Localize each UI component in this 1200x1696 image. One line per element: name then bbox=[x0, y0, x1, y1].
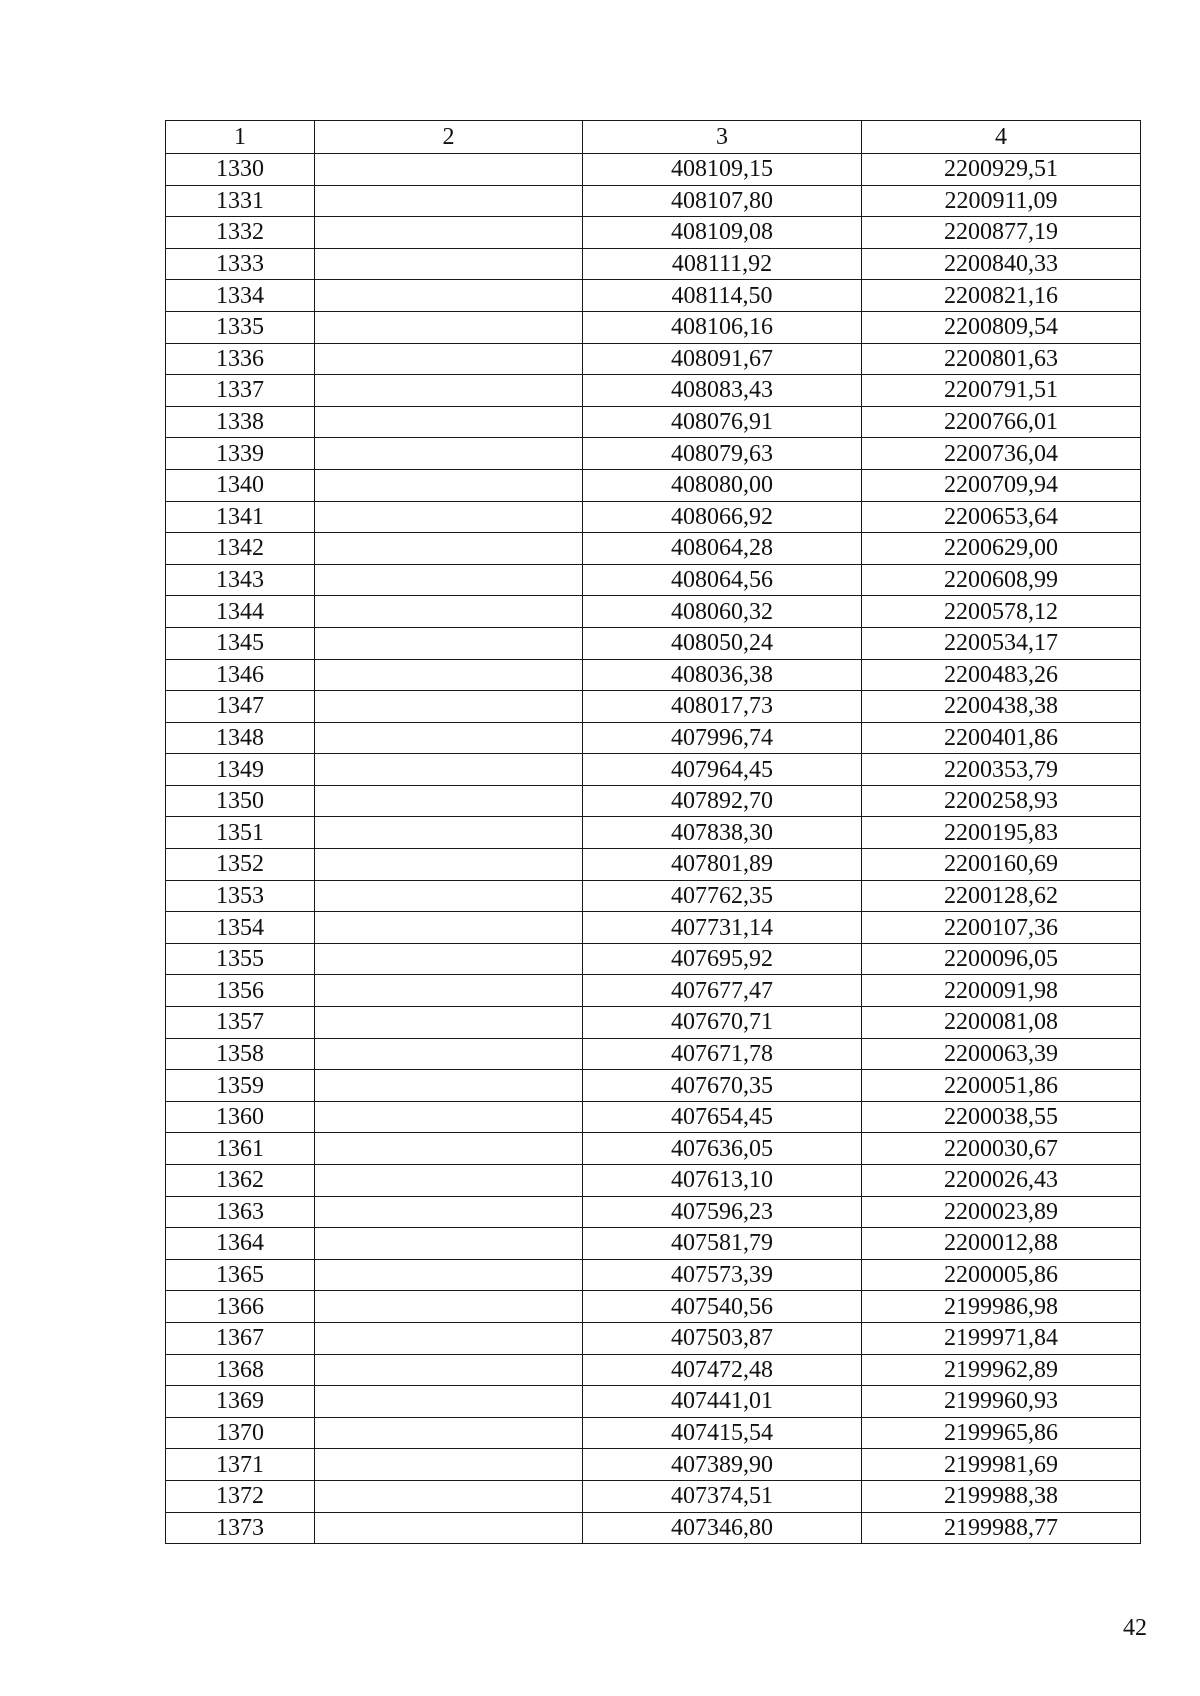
coordinate-y-cell: 2200653,64 bbox=[862, 501, 1141, 533]
coordinate-y-cell: 2200438,38 bbox=[862, 691, 1141, 723]
coordinate-x-cell: 407636,05 bbox=[583, 1133, 862, 1165]
table-row bbox=[166, 1070, 1141, 1102]
point-number-cell: 1343 bbox=[166, 564, 315, 596]
table-row bbox=[166, 1165, 1141, 1197]
point-number-cell: 1367 bbox=[166, 1322, 315, 1354]
table-row bbox=[166, 1259, 1141, 1291]
point-number-cell: 1337 bbox=[166, 375, 315, 407]
point-number-cell: 1369 bbox=[166, 1386, 315, 1418]
point-number-cell: 1355 bbox=[166, 943, 315, 975]
coordinate-y-cell: 2200791,51 bbox=[862, 375, 1141, 407]
coordinate-x-cell: 408083,43 bbox=[583, 375, 862, 407]
empty-cell bbox=[315, 311, 583, 343]
empty-cell bbox=[315, 501, 583, 533]
coordinate-x-cell: 407573,39 bbox=[583, 1259, 862, 1291]
empty-cell bbox=[315, 849, 583, 881]
coordinate-x-cell: 407996,74 bbox=[583, 722, 862, 754]
coordinate-y-cell: 2200821,16 bbox=[862, 280, 1141, 312]
coordinate-y-cell: 2200809,54 bbox=[862, 311, 1141, 343]
table-row bbox=[166, 975, 1141, 1007]
point-number-cell: 1342 bbox=[166, 533, 315, 565]
point-number-cell: 1346 bbox=[166, 659, 315, 691]
empty-cell bbox=[315, 1101, 583, 1133]
point-number-cell: 1364 bbox=[166, 1228, 315, 1260]
empty-cell bbox=[315, 817, 583, 849]
table-row bbox=[166, 375, 1141, 407]
coordinate-x-cell: 408017,73 bbox=[583, 691, 862, 723]
point-number-cell: 1349 bbox=[166, 754, 315, 786]
coordinate-y-cell: 2200929,51 bbox=[862, 154, 1141, 186]
coordinate-x-cell: 408066,92 bbox=[583, 501, 862, 533]
point-number-cell: 1344 bbox=[166, 596, 315, 628]
column-header-1: 1 bbox=[166, 121, 315, 154]
point-number-cell: 1347 bbox=[166, 691, 315, 723]
table-row bbox=[166, 1354, 1141, 1386]
point-number-cell: 1339 bbox=[166, 438, 315, 470]
table-row bbox=[166, 596, 1141, 628]
table-row bbox=[166, 1386, 1141, 1418]
column-header-3: 3 bbox=[583, 121, 862, 154]
table-row bbox=[166, 406, 1141, 438]
coordinate-y-cell: 2200608,99 bbox=[862, 564, 1141, 596]
coordinate-x-cell: 407677,47 bbox=[583, 975, 862, 1007]
empty-cell bbox=[315, 880, 583, 912]
empty-cell bbox=[315, 280, 583, 312]
table-row bbox=[166, 1417, 1141, 1449]
coordinate-x-cell: 407613,10 bbox=[583, 1165, 862, 1197]
coordinate-y-cell: 2200038,55 bbox=[862, 1101, 1141, 1133]
empty-cell bbox=[315, 248, 583, 280]
table-row bbox=[166, 1007, 1141, 1039]
table-row bbox=[166, 849, 1141, 881]
empty-cell bbox=[315, 659, 583, 691]
point-number-cell: 1333 bbox=[166, 248, 315, 280]
point-number-cell: 1368 bbox=[166, 1354, 315, 1386]
table-row bbox=[166, 880, 1141, 912]
point-number-cell: 1338 bbox=[166, 406, 315, 438]
coordinate-x-cell: 408076,91 bbox=[583, 406, 862, 438]
empty-cell bbox=[315, 564, 583, 596]
table-body bbox=[166, 154, 1141, 1544]
point-number-cell: 1334 bbox=[166, 280, 315, 312]
coordinate-x-cell: 407892,70 bbox=[583, 785, 862, 817]
empty-cell bbox=[315, 154, 583, 186]
empty-cell bbox=[315, 785, 583, 817]
coordinate-y-cell: 2200709,94 bbox=[862, 469, 1141, 501]
empty-cell bbox=[315, 1354, 583, 1386]
empty-cell bbox=[315, 943, 583, 975]
table-row bbox=[166, 912, 1141, 944]
table-row bbox=[166, 469, 1141, 501]
coordinate-y-cell: 2199971,84 bbox=[862, 1322, 1141, 1354]
coordinate-y-cell: 2200030,67 bbox=[862, 1133, 1141, 1165]
point-number-cell: 1335 bbox=[166, 311, 315, 343]
point-number-cell: 1357 bbox=[166, 1007, 315, 1039]
table-row bbox=[166, 311, 1141, 343]
point-number-cell: 1358 bbox=[166, 1038, 315, 1070]
table-row bbox=[166, 248, 1141, 280]
coordinate-y-cell: 2199960,93 bbox=[862, 1386, 1141, 1418]
empty-cell bbox=[315, 1480, 583, 1512]
empty-cell bbox=[315, 1228, 583, 1260]
empty-cell bbox=[315, 1070, 583, 1102]
point-number-cell: 1348 bbox=[166, 722, 315, 754]
coordinate-y-cell: 2200840,33 bbox=[862, 248, 1141, 280]
coordinate-y-cell: 2200578,12 bbox=[862, 596, 1141, 628]
coordinate-x-cell: 407670,71 bbox=[583, 1007, 862, 1039]
point-number-cell: 1330 bbox=[166, 154, 315, 186]
coordinate-x-cell: 408109,15 bbox=[583, 154, 862, 186]
empty-cell bbox=[315, 722, 583, 754]
point-number-cell: 1372 bbox=[166, 1480, 315, 1512]
empty-cell bbox=[315, 1322, 583, 1354]
coordinate-y-cell: 2200258,93 bbox=[862, 785, 1141, 817]
coordinate-y-cell: 2199981,69 bbox=[862, 1449, 1141, 1481]
coordinate-y-cell: 2200063,39 bbox=[862, 1038, 1141, 1070]
coordinate-y-cell: 2200096,05 bbox=[862, 943, 1141, 975]
empty-cell bbox=[315, 912, 583, 944]
table-row bbox=[166, 943, 1141, 975]
point-number-cell: 1354 bbox=[166, 912, 315, 944]
table-row bbox=[166, 343, 1141, 375]
empty-cell bbox=[315, 1133, 583, 1165]
point-number-cell: 1332 bbox=[166, 217, 315, 249]
empty-cell bbox=[315, 1512, 583, 1544]
coordinate-y-cell: 2199965,86 bbox=[862, 1417, 1141, 1449]
coordinate-x-cell: 407964,45 bbox=[583, 754, 862, 786]
coordinate-x-cell: 407731,14 bbox=[583, 912, 862, 944]
empty-cell bbox=[315, 1386, 583, 1418]
point-number-cell: 1341 bbox=[166, 501, 315, 533]
empty-cell bbox=[315, 185, 583, 217]
coordinate-y-cell: 2200195,83 bbox=[862, 817, 1141, 849]
table-row bbox=[166, 217, 1141, 249]
coordinate-x-cell: 408064,56 bbox=[583, 564, 862, 596]
table-row bbox=[166, 627, 1141, 659]
point-number-cell: 1353 bbox=[166, 880, 315, 912]
empty-cell bbox=[315, 1449, 583, 1481]
table-row bbox=[166, 691, 1141, 723]
table-row bbox=[166, 817, 1141, 849]
coordinate-x-cell: 408109,08 bbox=[583, 217, 862, 249]
point-number-cell: 1336 bbox=[166, 343, 315, 375]
page-number: 42 bbox=[1123, 1615, 1147, 1641]
coordinate-y-cell: 2200012,88 bbox=[862, 1228, 1141, 1260]
empty-cell bbox=[315, 1165, 583, 1197]
coordinate-y-cell: 2200877,19 bbox=[862, 217, 1141, 249]
coordinate-x-cell: 407801,89 bbox=[583, 849, 862, 881]
coordinate-x-cell: 408050,24 bbox=[583, 627, 862, 659]
empty-cell bbox=[315, 1259, 583, 1291]
empty-cell bbox=[315, 533, 583, 565]
coordinate-x-cell: 407540,56 bbox=[583, 1291, 862, 1323]
table-row bbox=[166, 785, 1141, 817]
point-number-cell: 1361 bbox=[166, 1133, 315, 1165]
empty-cell bbox=[315, 406, 583, 438]
point-number-cell: 1360 bbox=[166, 1101, 315, 1133]
point-number-cell: 1356 bbox=[166, 975, 315, 1007]
coordinate-x-cell: 407695,92 bbox=[583, 943, 862, 975]
table-row bbox=[166, 438, 1141, 470]
table-row bbox=[166, 722, 1141, 754]
empty-cell bbox=[315, 596, 583, 628]
coordinate-y-cell: 2200483,26 bbox=[862, 659, 1141, 691]
coordinate-y-cell: 2200766,01 bbox=[862, 406, 1141, 438]
coordinate-x-cell: 407670,35 bbox=[583, 1070, 862, 1102]
coordinate-x-cell: 408114,50 bbox=[583, 280, 862, 312]
coordinate-x-cell: 407671,78 bbox=[583, 1038, 862, 1070]
coordinate-y-cell: 2200107,36 bbox=[862, 912, 1141, 944]
empty-cell bbox=[315, 1038, 583, 1070]
table-row bbox=[166, 1133, 1141, 1165]
coordinate-y-cell: 2200026,43 bbox=[862, 1165, 1141, 1197]
coordinate-x-cell: 407654,45 bbox=[583, 1101, 862, 1133]
coordinate-x-cell: 407346,80 bbox=[583, 1512, 862, 1544]
coordinate-x-cell: 407415,54 bbox=[583, 1417, 862, 1449]
empty-cell bbox=[315, 1007, 583, 1039]
coordinate-y-cell: 2199988,77 bbox=[862, 1512, 1141, 1544]
empty-cell bbox=[315, 438, 583, 470]
table-row bbox=[166, 533, 1141, 565]
table-row bbox=[166, 1449, 1141, 1481]
coordinate-x-cell: 407503,87 bbox=[583, 1322, 862, 1354]
column-header-2: 2 bbox=[315, 121, 583, 154]
coordinate-x-cell: 408106,16 bbox=[583, 311, 862, 343]
coordinate-y-cell: 2199962,89 bbox=[862, 1354, 1141, 1386]
coordinate-x-cell: 408064,28 bbox=[583, 533, 862, 565]
empty-cell bbox=[315, 754, 583, 786]
point-number-cell: 1345 bbox=[166, 627, 315, 659]
table-row bbox=[166, 501, 1141, 533]
empty-cell bbox=[315, 627, 583, 659]
coordinate-x-cell: 408107,80 bbox=[583, 185, 862, 217]
coordinate-y-cell: 2200051,86 bbox=[862, 1070, 1141, 1102]
coordinate-x-cell: 407374,51 bbox=[583, 1480, 862, 1512]
coordinate-x-cell: 407472,48 bbox=[583, 1354, 862, 1386]
point-number-cell: 1350 bbox=[166, 785, 315, 817]
coordinate-x-cell: 408079,63 bbox=[583, 438, 862, 470]
coordinate-y-cell: 2199986,98 bbox=[862, 1291, 1141, 1323]
table-row bbox=[166, 185, 1141, 217]
empty-cell bbox=[315, 469, 583, 501]
point-number-cell: 1363 bbox=[166, 1196, 315, 1228]
empty-cell bbox=[315, 217, 583, 249]
coordinate-y-cell: 2200911,09 bbox=[862, 185, 1141, 217]
empty-cell bbox=[315, 375, 583, 407]
coordinate-x-cell: 408060,32 bbox=[583, 596, 862, 628]
table-row bbox=[166, 659, 1141, 691]
table-row bbox=[166, 1480, 1141, 1512]
coordinates-table bbox=[165, 120, 1141, 1544]
coordinate-y-cell: 2200023,89 bbox=[862, 1196, 1141, 1228]
point-number-cell: 1359 bbox=[166, 1070, 315, 1102]
coordinate-y-cell: 2200005,86 bbox=[862, 1259, 1141, 1291]
empty-cell bbox=[315, 1417, 583, 1449]
coordinate-x-cell: 407762,35 bbox=[583, 880, 862, 912]
coordinate-y-cell: 2200801,63 bbox=[862, 343, 1141, 375]
empty-cell bbox=[315, 343, 583, 375]
column-header-4: 4 bbox=[862, 121, 1141, 154]
coordinate-y-cell: 2200534,17 bbox=[862, 627, 1141, 659]
point-number-cell: 1365 bbox=[166, 1259, 315, 1291]
coordinate-x-cell: 408080,00 bbox=[583, 469, 862, 501]
table-row bbox=[166, 1291, 1141, 1323]
table-row bbox=[166, 1101, 1141, 1133]
coordinate-y-cell: 2200629,00 bbox=[862, 533, 1141, 565]
coordinate-x-cell: 407389,90 bbox=[583, 1449, 862, 1481]
table-row bbox=[166, 564, 1141, 596]
coordinate-y-cell: 2200353,79 bbox=[862, 754, 1141, 786]
point-number-cell: 1352 bbox=[166, 849, 315, 881]
point-number-cell: 1373 bbox=[166, 1512, 315, 1544]
point-number-cell: 1371 bbox=[166, 1449, 315, 1481]
table-row bbox=[166, 154, 1141, 186]
coordinate-x-cell: 407838,30 bbox=[583, 817, 862, 849]
table-row bbox=[166, 1196, 1141, 1228]
coordinate-x-cell: 407596,23 bbox=[583, 1196, 862, 1228]
point-number-cell: 1362 bbox=[166, 1165, 315, 1197]
empty-cell bbox=[315, 1291, 583, 1323]
table-row bbox=[166, 1322, 1141, 1354]
coordinate-y-cell: 2200401,86 bbox=[862, 722, 1141, 754]
point-number-cell: 1351 bbox=[166, 817, 315, 849]
point-number-cell: 1370 bbox=[166, 1417, 315, 1449]
coordinate-y-cell: 2200160,69 bbox=[862, 849, 1141, 881]
coordinate-x-cell: 408091,67 bbox=[583, 343, 862, 375]
coordinate-y-cell: 2200091,98 bbox=[862, 975, 1141, 1007]
empty-cell bbox=[315, 691, 583, 723]
table-row bbox=[166, 280, 1141, 312]
table-row bbox=[166, 1512, 1141, 1544]
table-row bbox=[166, 1038, 1141, 1070]
empty-cell bbox=[315, 1196, 583, 1228]
empty-cell bbox=[315, 975, 583, 1007]
coordinate-y-cell: 2200736,04 bbox=[862, 438, 1141, 470]
point-number-cell: 1366 bbox=[166, 1291, 315, 1323]
coordinate-x-cell: 408036,38 bbox=[583, 659, 862, 691]
table-row bbox=[166, 1228, 1141, 1260]
coordinate-y-cell: 2200128,62 bbox=[862, 880, 1141, 912]
point-number-cell: 1331 bbox=[166, 185, 315, 217]
table-row bbox=[166, 754, 1141, 786]
coordinate-x-cell: 408111,92 bbox=[583, 248, 862, 280]
coordinate-y-cell: 2200081,08 bbox=[862, 1007, 1141, 1039]
point-number-cell: 1340 bbox=[166, 469, 315, 501]
coordinate-x-cell: 407441,01 bbox=[583, 1386, 862, 1418]
table-header-row bbox=[166, 121, 1141, 154]
coordinate-y-cell: 2199988,38 bbox=[862, 1480, 1141, 1512]
coordinate-x-cell: 407581,79 bbox=[583, 1228, 862, 1260]
